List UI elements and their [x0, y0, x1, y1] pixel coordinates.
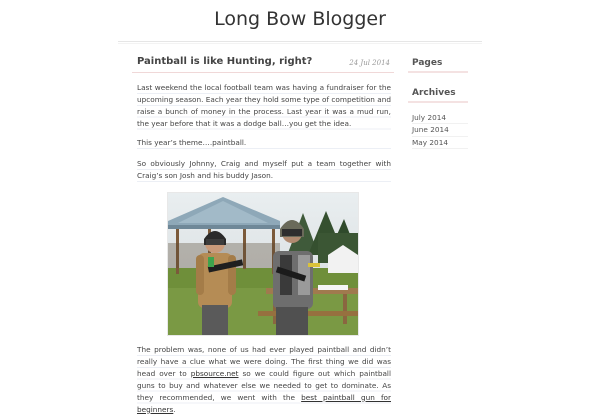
post-paragraph-2: This year’s theme….paintball.: [137, 137, 391, 149]
paintball-players-photo: [168, 193, 358, 335]
blog-post: [132, 50, 394, 414]
archives-widget-rule: [408, 101, 468, 103]
pbsource-link[interactable]: pbsource.net: [190, 368, 239, 378]
archives-list: [412, 112, 468, 149]
post-paragraph-3: So obviously Johnny, Craig and myself put a team together with Craig’s son Josh and his buddy Jason.: [137, 158, 391, 182]
post-paragraph-1: Last weekend the local football team was having a fundraiser for the upcoming season. Each year they hold some type of competition and raise a bunch of money in the process. Last year it was a mud run, the year before that it was a dodge ball…you get the idea.: [137, 82, 391, 130]
archive-link-july-2014[interactable]: July 2014: [412, 113, 447, 122]
post-date: 24 Jul 2014: [349, 59, 390, 67]
archive-item[interactable]: [412, 112, 468, 124]
paragraph-4-text-c: .: [173, 404, 176, 414]
paragraph-4-text-b: so we could figure out which paintball guns to buy and whatever else we needed to get to dominate. As they recommended, we went with the: [137, 368, 391, 402]
post-header: [132, 50, 394, 73]
archive-link-may-2014[interactable]: May 2014: [412, 137, 448, 147]
archives-widget-title: Archives: [412, 88, 456, 98]
pages-widget-title: Pages: [412, 58, 443, 68]
post-photo: [167, 192, 359, 336]
site-title[interactable]: Long Bow Blogger: [214, 8, 386, 30]
post-title-link[interactable]: Paintball is like Hunting, right?: [137, 56, 313, 67]
post-paragraph-4: [137, 344, 391, 414]
header-divider-secondary: [118, 43, 482, 44]
archive-item[interactable]: [412, 124, 468, 136]
archive-item[interactable]: [412, 137, 468, 149]
archive-link-june-2014[interactable]: June 2014: [412, 125, 449, 135]
pages-widget-rule: [408, 71, 468, 73]
best-paintball-gun-link[interactable]: best paintball gun for beginners: [137, 392, 391, 414]
header-divider: [118, 41, 482, 42]
paragraph-4-text-a: The problem was, none of us had ever played paintball and didn’t really have a clue what we were doing. The first thing we did was head over to: [137, 345, 391, 378]
